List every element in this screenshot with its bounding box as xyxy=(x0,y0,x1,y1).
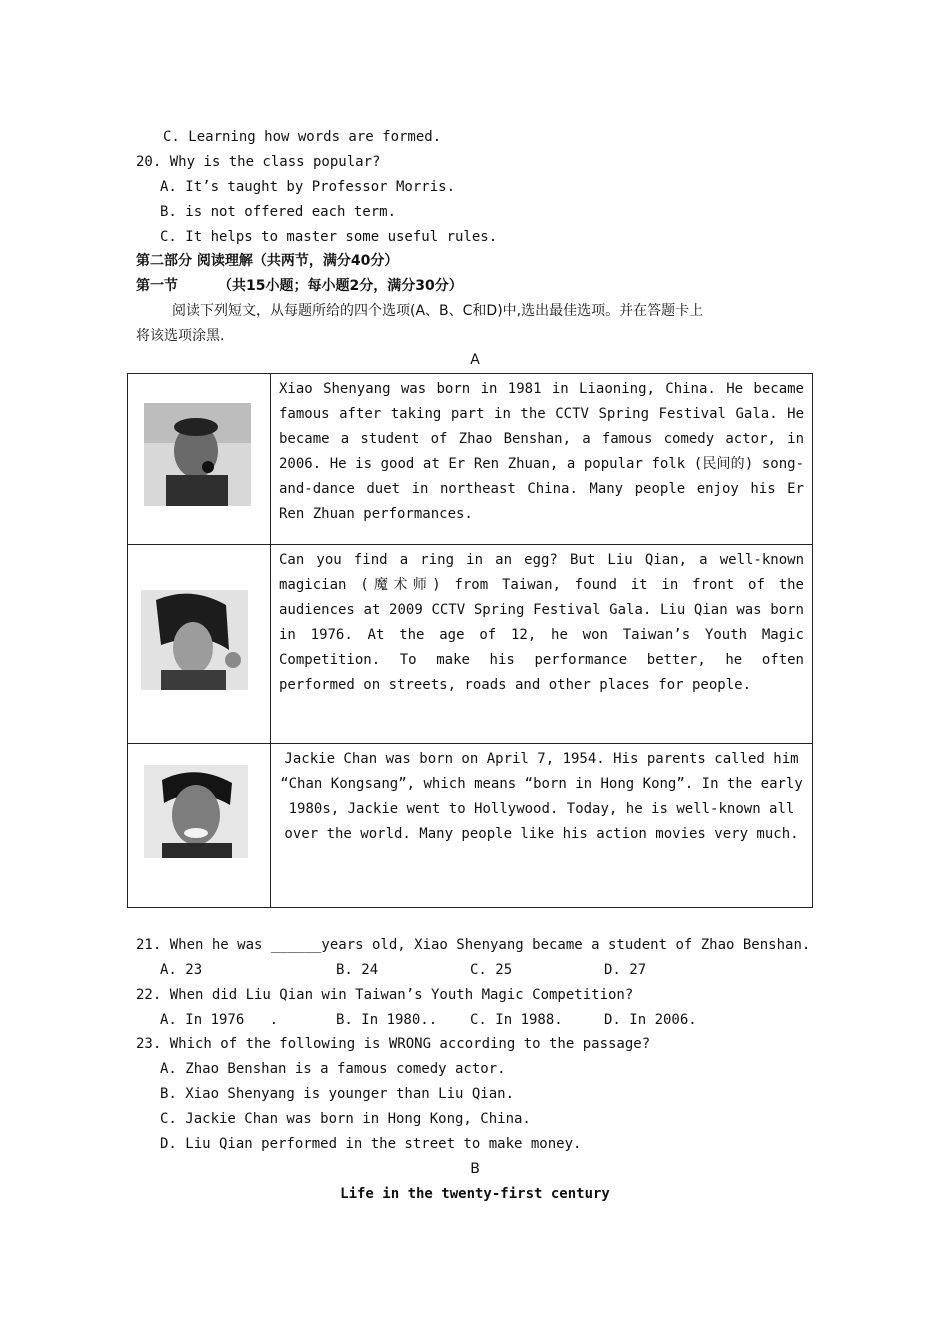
passage-table xyxy=(127,373,813,908)
option-line: C. Learning how words are formed. xyxy=(163,129,442,145)
question-stem: 22. When did Liu Qian win Taiwan’s Youth Magic Competition? xyxy=(136,987,634,1003)
part-title: 第二部分 阅读理解（共两节，满分40分） xyxy=(136,253,399,269)
instruction-line: 将该选项涂黑. xyxy=(136,328,225,344)
option-line: A. Zhao Benshan is a famous comedy actor. xyxy=(160,1061,506,1077)
passage-text: Jackie Chan was born on April 7, 1954. His parents called him “Chan Kongsang”, which means “born in Hong Kong”. In the early 1980s, Jackie went to Hollywood. Today, he is well-known all over the world. Many people like his action movies very much. xyxy=(271,744,813,908)
portrait-image xyxy=(144,403,251,506)
option-line: A. 23 xyxy=(160,962,203,978)
option-line: D. In 2006. xyxy=(604,1012,697,1028)
question-stem: 21. When he was ______years old, Xiao Shenyang became a student of Zhao Benshan. xyxy=(136,937,811,953)
subsection-info: （共15小题；每小题2分，满分30分） xyxy=(218,278,463,294)
instruction-line: 阅读下列短文，从每题所给的四个选项(A、B、C和D)中,选出最佳选项。并在答题卡上 xyxy=(172,303,704,319)
table-row xyxy=(128,545,813,744)
table-row xyxy=(128,744,813,908)
portrait-image xyxy=(141,590,248,690)
option-line: A. In 1976 . xyxy=(160,1012,279,1028)
option-line: C. 25 xyxy=(470,962,513,978)
option-line: C. Jackie Chan was born in Hong Kong, China. xyxy=(160,1111,531,1127)
option-line: C. In 1988. xyxy=(470,1012,563,1028)
option-line: B. In 1980.. xyxy=(336,1012,438,1028)
photo-cell xyxy=(128,545,271,744)
option-line: B. is not offered each term. xyxy=(160,204,397,220)
option-line: A. It’s taught by Professor Morris. xyxy=(160,179,456,195)
option-line: D. 27 xyxy=(604,962,647,978)
passage-text: Xiao Shenyang was born in 1981 in Liaoning, China. He became famous after taking part in the CCTV Spring Festival Gala. He became a student of Zhao Benshan, a famous comedy actor, in 2006. He is good at Er Ren Zhuan, a popular folk (民间的) song-and-dance duet in northeast China. Many people enjoy his Er Ren Zhuan performances. xyxy=(271,374,813,545)
photo-cell xyxy=(128,374,271,545)
option-line: B. 24 xyxy=(336,962,379,978)
table-row xyxy=(128,374,813,545)
passage-text: Can you find a ring in an egg? But Liu Qian, a well-known magician (魔术师) from Taiwan, found it in front of the audiences at 2009 CCTV Spring Festival Gala. Liu Qian was born in 1976. At the age of 12, he won Taiwan’s Youth Magic Competition. To make his performance better, he often performed on streets, roads and other places for people. xyxy=(271,545,813,744)
question-stem: 23. Which of the following is WRONG according to the passage? xyxy=(136,1036,651,1052)
question-stem: 20. Why is the class popular? xyxy=(136,154,381,170)
subsection-label: 第一节 xyxy=(136,278,178,294)
passage-title: Life in the twenty-first century xyxy=(340,1186,610,1202)
photo-cell xyxy=(128,744,271,908)
option-line: C. It helps to master some useful rules. xyxy=(160,229,498,245)
option-line: B. Xiao Shenyang is younger than Liu Qian. xyxy=(160,1086,515,1102)
passage-label: A xyxy=(470,352,480,368)
option-line: D. Liu Qian performed in the street to make money. xyxy=(160,1136,582,1152)
portrait-image xyxy=(144,765,248,858)
passage-label: B xyxy=(470,1161,480,1177)
